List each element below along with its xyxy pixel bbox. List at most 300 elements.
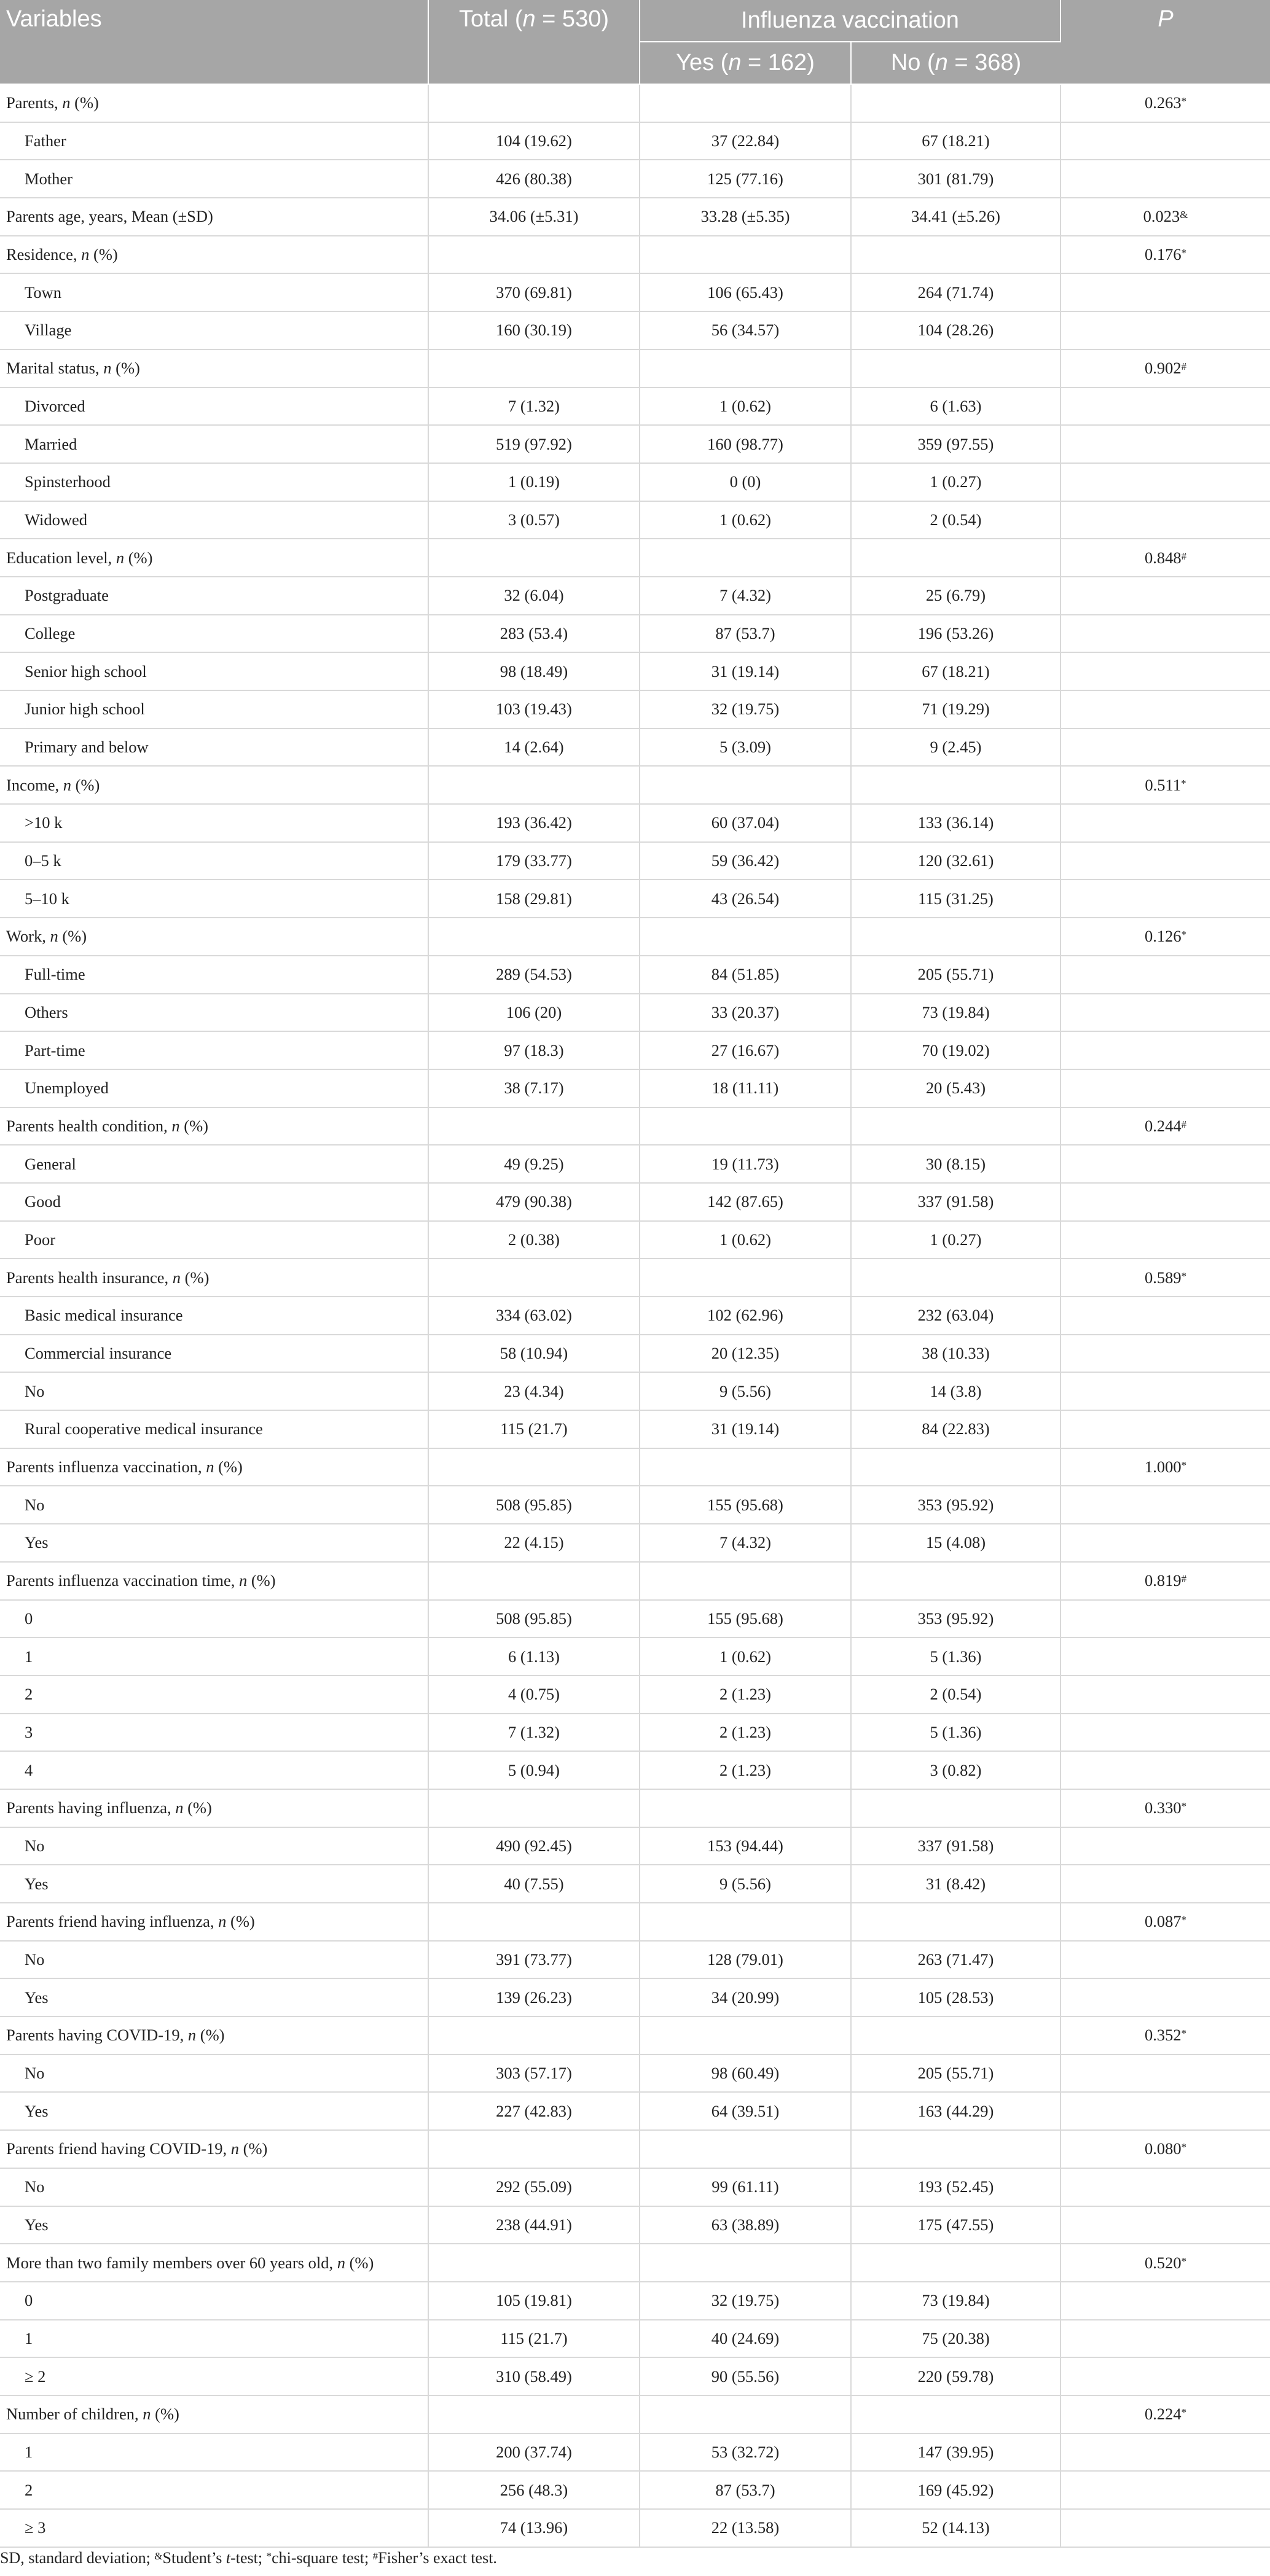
cell-total: [428, 1789, 640, 1827]
cell-total: 32 (6.04): [428, 577, 640, 615]
cell-total: 105 (19.81): [428, 2282, 640, 2320]
cell-total: 289 (54.53): [428, 956, 640, 994]
table-row: [0, 1297, 1270, 1335]
table-row: [0, 84, 1270, 122]
table-row: [0, 501, 1270, 539]
row-label: 3: [0, 1714, 428, 1752]
cell-yes: [640, 766, 851, 804]
cell-no: 52 (14.13): [851, 2509, 1060, 2547]
table-row: [0, 2282, 1270, 2320]
cell-p: [1060, 122, 1270, 160]
row-label: College: [0, 615, 428, 653]
cell-total: 23 (4.34): [428, 1372, 640, 1410]
cell-p: [1060, 1221, 1270, 1259]
cell-p: [1060, 388, 1270, 426]
table-row: [0, 1751, 1270, 1789]
table-row: [0, 1145, 1270, 1183]
cell-no: 353 (95.92): [851, 1600, 1060, 1638]
cell-yes: 142 (87.65): [640, 1183, 851, 1221]
row-label: Part-time: [0, 1031, 428, 1069]
cell-yes: 27 (16.67): [640, 1031, 851, 1069]
cell-no: 9 (2.45): [851, 728, 1060, 767]
row-label: Others: [0, 994, 428, 1032]
cell-no: 196 (53.26): [851, 615, 1060, 653]
row-label: General: [0, 1145, 428, 1183]
cell-p: [1060, 2471, 1270, 2509]
cell-no: 75 (20.38): [851, 2320, 1060, 2358]
cell-yes: 1 (0.62): [640, 1637, 851, 1676]
cell-total: 106 (20): [428, 994, 640, 1032]
cell-yes: 20 (12.35): [640, 1335, 851, 1373]
cell-no: 337 (91.58): [851, 1827, 1060, 1865]
cell-p: [1060, 728, 1270, 767]
cell-yes: 155 (95.68): [640, 1600, 851, 1638]
cell-total: [428, 1562, 640, 1600]
row-label: Yes: [0, 1865, 428, 1903]
cell-p: [1060, 1069, 1270, 1107]
cell-p: [1060, 1676, 1270, 1714]
row-label: 2: [0, 2471, 428, 2509]
table-row: [0, 1637, 1270, 1676]
cell-no: 169 (45.92): [851, 2471, 1060, 2509]
row-label: Parents friend having influenza, n (%): [0, 1903, 428, 1941]
cell-p: [1060, 1297, 1270, 1335]
table-row: [0, 1183, 1270, 1221]
cell-yes: 1 (0.62): [640, 501, 851, 539]
header-influenza-vaccination: Influenza vaccination: [640, 0, 1060, 42]
cell-no: [851, 1448, 1060, 1486]
header-p: P: [1060, 0, 1270, 84]
cell-no: 359 (97.55): [851, 425, 1060, 463]
cell-total: 256 (48.3): [428, 2471, 640, 2509]
cell-yes: 160 (98.77): [640, 425, 851, 463]
cell-yes: 18 (11.11): [640, 1069, 851, 1107]
cell-yes: 106 (65.43): [640, 273, 851, 311]
cell-yes: [640, 1107, 851, 1146]
cell-total: 34.06 (±5.31): [428, 198, 640, 236]
cell-no: 31 (8.42): [851, 1865, 1060, 1903]
cell-p: [1060, 1978, 1270, 2016]
cell-p: [1060, 2357, 1270, 2395]
table-row: [0, 1941, 1270, 1979]
cell-no: 6 (1.63): [851, 388, 1060, 426]
cell-p: [1060, 1145, 1270, 1183]
cell-p: [1060, 273, 1270, 311]
table-row: [0, 615, 1270, 653]
cell-p: [1060, 311, 1270, 349]
cell-p: [1060, 2055, 1270, 2093]
cell-total: 139 (26.23): [428, 1978, 640, 2016]
cell-no: 73 (19.84): [851, 2282, 1060, 2320]
cell-total: 310 (58.49): [428, 2357, 640, 2395]
cell-yes: 7 (4.32): [640, 577, 851, 615]
cell-yes: 1 (0.62): [640, 1221, 851, 1259]
cell-p: 0.352*: [1060, 2016, 1270, 2055]
table-row: [0, 236, 1270, 274]
cell-yes: 0 (0): [640, 463, 851, 501]
table-row: [0, 1562, 1270, 1600]
cell-p: [1060, 842, 1270, 880]
cell-total: 519 (97.92): [428, 425, 640, 463]
row-label: 1: [0, 1637, 428, 1676]
cell-total: 7 (1.32): [428, 388, 640, 426]
cell-p: [1060, 2092, 1270, 2130]
cell-no: [851, 539, 1060, 577]
cell-yes: [640, 1448, 851, 1486]
row-label: 0–5 k: [0, 842, 428, 880]
cell-p: [1060, 1637, 1270, 1676]
cell-no: 220 (59.78): [851, 2357, 1060, 2395]
row-label: Parents influenza vaccination time, n (%): [0, 1562, 428, 1600]
row-label: Married: [0, 425, 428, 463]
cell-p: [1060, 1827, 1270, 1865]
row-label: >10 k: [0, 804, 428, 842]
table-row: [0, 1410, 1270, 1448]
cell-yes: 56 (34.57): [640, 311, 851, 349]
cell-total: 227 (42.83): [428, 2092, 640, 2130]
cell-p: 0.848#: [1060, 539, 1270, 577]
row-label: Spinsterhood: [0, 463, 428, 501]
table-row: [0, 1827, 1270, 1865]
cell-p: 1.000*: [1060, 1448, 1270, 1486]
cell-p: [1060, 577, 1270, 615]
cell-p: 0.263*: [1060, 84, 1270, 122]
cell-no: 104 (28.26): [851, 311, 1060, 349]
cell-p: [1060, 1486, 1270, 1524]
table-row: [0, 273, 1270, 311]
cell-yes: 33.28 (±5.35): [640, 198, 851, 236]
row-label: Parents, n (%): [0, 84, 428, 122]
header-yes: Yes (n = 162): [640, 42, 851, 84]
table-row: [0, 160, 1270, 198]
cell-p: [1060, 501, 1270, 539]
cell-no: 205 (55.71): [851, 2055, 1060, 2093]
cell-no: 67 (18.21): [851, 122, 1060, 160]
cell-p: [1060, 1372, 1270, 1410]
cell-p: 0.244#: [1060, 1107, 1270, 1146]
row-label: ≥ 2: [0, 2357, 428, 2395]
cell-yes: [640, 1562, 851, 1600]
cell-no: 353 (95.92): [851, 1486, 1060, 1524]
cell-yes: [640, 84, 851, 122]
cell-no: [851, 1259, 1060, 1297]
cell-no: 5 (1.36): [851, 1714, 1060, 1752]
table-row: [0, 122, 1270, 160]
cell-yes: 9 (5.56): [640, 1372, 851, 1410]
cell-no: 67 (18.21): [851, 652, 1060, 690]
cell-p: 0.087*: [1060, 1903, 1270, 1941]
row-label: Town: [0, 273, 428, 311]
cell-yes: 87 (53.7): [640, 2471, 851, 2509]
cell-total: 5 (0.94): [428, 1751, 640, 1789]
cell-no: 2 (0.54): [851, 1676, 1060, 1714]
cell-total: 479 (90.38): [428, 1183, 640, 1221]
cell-no: [851, 236, 1060, 274]
cell-no: 337 (91.58): [851, 1183, 1060, 1221]
table-row: [0, 2016, 1270, 2055]
cell-no: 2 (0.54): [851, 501, 1060, 539]
cell-p: [1060, 1524, 1270, 1562]
row-label: Parents friend having COVID-19, n (%): [0, 2130, 428, 2168]
row-label: Village: [0, 311, 428, 349]
cell-yes: 2 (1.23): [640, 1751, 851, 1789]
cell-p: [1060, 2320, 1270, 2358]
cell-p: [1060, 1600, 1270, 1638]
table-row: [0, 463, 1270, 501]
cell-no: 14 (3.8): [851, 1372, 1060, 1410]
cell-p: 0.176*: [1060, 236, 1270, 274]
cell-no: 38 (10.33): [851, 1335, 1060, 1373]
cell-no: 120 (32.61): [851, 842, 1060, 880]
row-label: Parents age, years, Mean (±SD): [0, 198, 428, 236]
cell-total: 97 (18.3): [428, 1031, 640, 1069]
table-row: [0, 577, 1270, 615]
cell-p: [1060, 1865, 1270, 1903]
table-row: [0, 1789, 1270, 1827]
cell-p: [1060, 2282, 1270, 2320]
cell-no: 264 (71.74): [851, 273, 1060, 311]
cell-yes: [640, 349, 851, 388]
row-label: Primary and below: [0, 728, 428, 767]
cell-p: [1060, 690, 1270, 728]
row-label: Work, n (%): [0, 918, 428, 956]
cell-total: [428, 2016, 640, 2055]
table-row: [0, 1372, 1270, 1410]
table-row: [0, 311, 1270, 349]
cell-yes: 22 (13.58): [640, 2509, 851, 2547]
row-label: Unemployed: [0, 1069, 428, 1107]
row-label: Parents influenza vaccination, n (%): [0, 1448, 428, 1486]
table-row: [0, 2434, 1270, 2472]
row-label: Rural cooperative medical insurance: [0, 1410, 428, 1448]
cell-yes: 31 (19.14): [640, 652, 851, 690]
cell-total: 200 (37.74): [428, 2434, 640, 2472]
table-row: [0, 690, 1270, 728]
table-row: [0, 1107, 1270, 1146]
cell-total: [428, 1903, 640, 1941]
cell-p: [1060, 652, 1270, 690]
row-label: Parents having influenza, n (%): [0, 1789, 428, 1827]
cell-yes: 98 (60.49): [640, 2055, 851, 2093]
row-label: 4: [0, 1751, 428, 1789]
table-row: [0, 2357, 1270, 2395]
table-row: [0, 804, 1270, 842]
cell-no: [851, 1903, 1060, 1941]
cell-no: 301 (81.79): [851, 160, 1060, 198]
table-row: [0, 2395, 1270, 2434]
cell-p: [1060, 463, 1270, 501]
row-label: Postgraduate: [0, 577, 428, 615]
cell-total: [428, 2244, 640, 2282]
row-label: No: [0, 1486, 428, 1524]
cell-no: 84 (22.83): [851, 1410, 1060, 1448]
table-row: [0, 2130, 1270, 2168]
cell-p: [1060, 994, 1270, 1032]
cell-yes: [640, 2244, 851, 2282]
cell-total: 3 (0.57): [428, 501, 640, 539]
cell-yes: 32 (19.75): [640, 690, 851, 728]
table-row: [0, 842, 1270, 880]
cell-yes: 64 (39.51): [640, 2092, 851, 2130]
row-label: No: [0, 2168, 428, 2206]
cell-p: [1060, 956, 1270, 994]
table-row: [0, 2509, 1270, 2547]
cell-p: 0.330*: [1060, 1789, 1270, 1827]
cell-total: [428, 918, 640, 956]
cell-p: [1060, 1714, 1270, 1752]
cell-p: [1060, 804, 1270, 842]
cell-yes: 9 (5.56): [640, 1865, 851, 1903]
cell-no: 34.41 (±5.26): [851, 198, 1060, 236]
cell-no: [851, 2130, 1060, 2168]
table-row: [0, 1031, 1270, 1069]
table-row: [0, 2320, 1270, 2358]
cell-total: 490 (92.45): [428, 1827, 640, 1865]
cell-total: 292 (55.09): [428, 2168, 640, 2206]
row-label: Yes: [0, 2092, 428, 2130]
table-row: [0, 1069, 1270, 1107]
cell-no: 147 (39.95): [851, 2434, 1060, 2472]
row-label: Parents having COVID-19, n (%): [0, 2016, 428, 2055]
table-row: [0, 918, 1270, 956]
cell-p: 0.511*: [1060, 766, 1270, 804]
cell-yes: 84 (51.85): [640, 956, 851, 994]
cell-total: 426 (80.38): [428, 160, 640, 198]
cell-total: 508 (95.85): [428, 1486, 640, 1524]
cell-total: 49 (9.25): [428, 1145, 640, 1183]
cell-p: [1060, 1751, 1270, 1789]
cell-no: 15 (4.08): [851, 1524, 1060, 1562]
cell-yes: 7 (4.32): [640, 1524, 851, 1562]
table-row: [0, 994, 1270, 1032]
table-row: [0, 1524, 1270, 1562]
row-label: 1: [0, 2434, 428, 2472]
row-label: 5–10 k: [0, 880, 428, 918]
cell-yes: 153 (94.44): [640, 1827, 851, 1865]
table-row: [0, 1714, 1270, 1752]
header-no: No (n = 368): [851, 42, 1060, 84]
row-label: Yes: [0, 1978, 428, 2016]
header-variables: Variables: [0, 0, 428, 84]
cell-yes: 59 (36.42): [640, 842, 851, 880]
table-row: [0, 728, 1270, 767]
cell-p: [1060, 1183, 1270, 1221]
cell-total: 193 (36.42): [428, 804, 640, 842]
cell-total: 38 (7.17): [428, 1069, 640, 1107]
cell-total: 115 (21.7): [428, 2320, 640, 2358]
row-label: Yes: [0, 1524, 428, 1562]
cell-p: [1060, 2168, 1270, 2206]
cell-no: 1 (0.27): [851, 1221, 1060, 1259]
cell-no: 70 (19.02): [851, 1031, 1060, 1069]
cell-total: 160 (30.19): [428, 311, 640, 349]
cell-yes: [640, 1903, 851, 1941]
cell-p: [1060, 615, 1270, 653]
row-label: Education level, n (%): [0, 539, 428, 577]
row-label: Junior high school: [0, 690, 428, 728]
table-row: [0, 198, 1270, 236]
row-label: Good: [0, 1183, 428, 1221]
header-total: Total (n = 530): [428, 0, 640, 84]
cell-p: [1060, 425, 1270, 463]
cell-yes: 155 (95.68): [640, 1486, 851, 1524]
cell-p: [1060, 880, 1270, 918]
row-label: Yes: [0, 2206, 428, 2244]
cell-no: [851, 1562, 1060, 1600]
row-label: Income, n (%): [0, 766, 428, 804]
cell-total: [428, 2395, 640, 2434]
cell-total: [428, 2130, 640, 2168]
cell-yes: 1 (0.62): [640, 388, 851, 426]
cell-no: 232 (63.04): [851, 1297, 1060, 1335]
cell-total: 2 (0.38): [428, 1221, 640, 1259]
table-row: [0, 1865, 1270, 1903]
cell-no: 175 (47.55): [851, 2206, 1060, 2244]
cell-no: 105 (28.53): [851, 1978, 1060, 2016]
cell-total: 6 (1.13): [428, 1637, 640, 1676]
cell-no: 25 (6.79): [851, 577, 1060, 615]
cell-p: [1060, 1031, 1270, 1069]
cell-yes: 34 (20.99): [640, 1978, 851, 2016]
cell-no: 3 (0.82): [851, 1751, 1060, 1789]
cell-total: 4 (0.75): [428, 1676, 640, 1714]
row-label: 0: [0, 2282, 428, 2320]
cell-total: 7 (1.32): [428, 1714, 640, 1752]
cell-p: 0.080*: [1060, 2130, 1270, 2168]
cell-p: [1060, 2509, 1270, 2547]
row-label: Mother: [0, 160, 428, 198]
row-label: 2: [0, 1676, 428, 1714]
table-row: [0, 880, 1270, 918]
cell-yes: 43 (26.54): [640, 880, 851, 918]
table-row: [0, 1600, 1270, 1638]
cell-total: 283 (53.4): [428, 615, 640, 653]
table-row: [0, 2471, 1270, 2509]
table-row: [0, 956, 1270, 994]
table-row: [0, 539, 1270, 577]
table-row: [0, 349, 1270, 388]
cell-yes: 19 (11.73): [640, 1145, 851, 1183]
cell-yes: 102 (62.96): [640, 1297, 851, 1335]
row-label: No: [0, 1941, 428, 1979]
cell-no: 193 (52.45): [851, 2168, 1060, 2206]
cell-yes: 63 (38.89): [640, 2206, 851, 2244]
cell-total: 104 (19.62): [428, 122, 640, 160]
cell-yes: 53 (32.72): [640, 2434, 851, 2472]
cell-yes: 33 (20.37): [640, 994, 851, 1032]
table-body: [0, 84, 1270, 2547]
cell-yes: [640, 918, 851, 956]
table-row: [0, 1978, 1270, 2016]
cell-yes: 40 (24.69): [640, 2320, 851, 2358]
row-label: More than two family members over 60 years old, n (%): [0, 2244, 428, 2282]
table-row: [0, 1259, 1270, 1297]
row-label: Divorced: [0, 388, 428, 426]
cell-p: 0.023&: [1060, 198, 1270, 236]
cell-yes: 2 (1.23): [640, 1714, 851, 1752]
cell-no: 115 (31.25): [851, 880, 1060, 918]
cell-total: [428, 236, 640, 274]
cell-total: 58 (10.94): [428, 1335, 640, 1373]
cell-yes: 32 (19.75): [640, 2282, 851, 2320]
table-row: [0, 2168, 1270, 2206]
cell-p: 0.520*: [1060, 2244, 1270, 2282]
row-label: Full-time: [0, 956, 428, 994]
cell-yes: [640, 2395, 851, 2434]
table-row: [0, 425, 1270, 463]
cell-no: 71 (19.29): [851, 690, 1060, 728]
cell-yes: [640, 1789, 851, 1827]
